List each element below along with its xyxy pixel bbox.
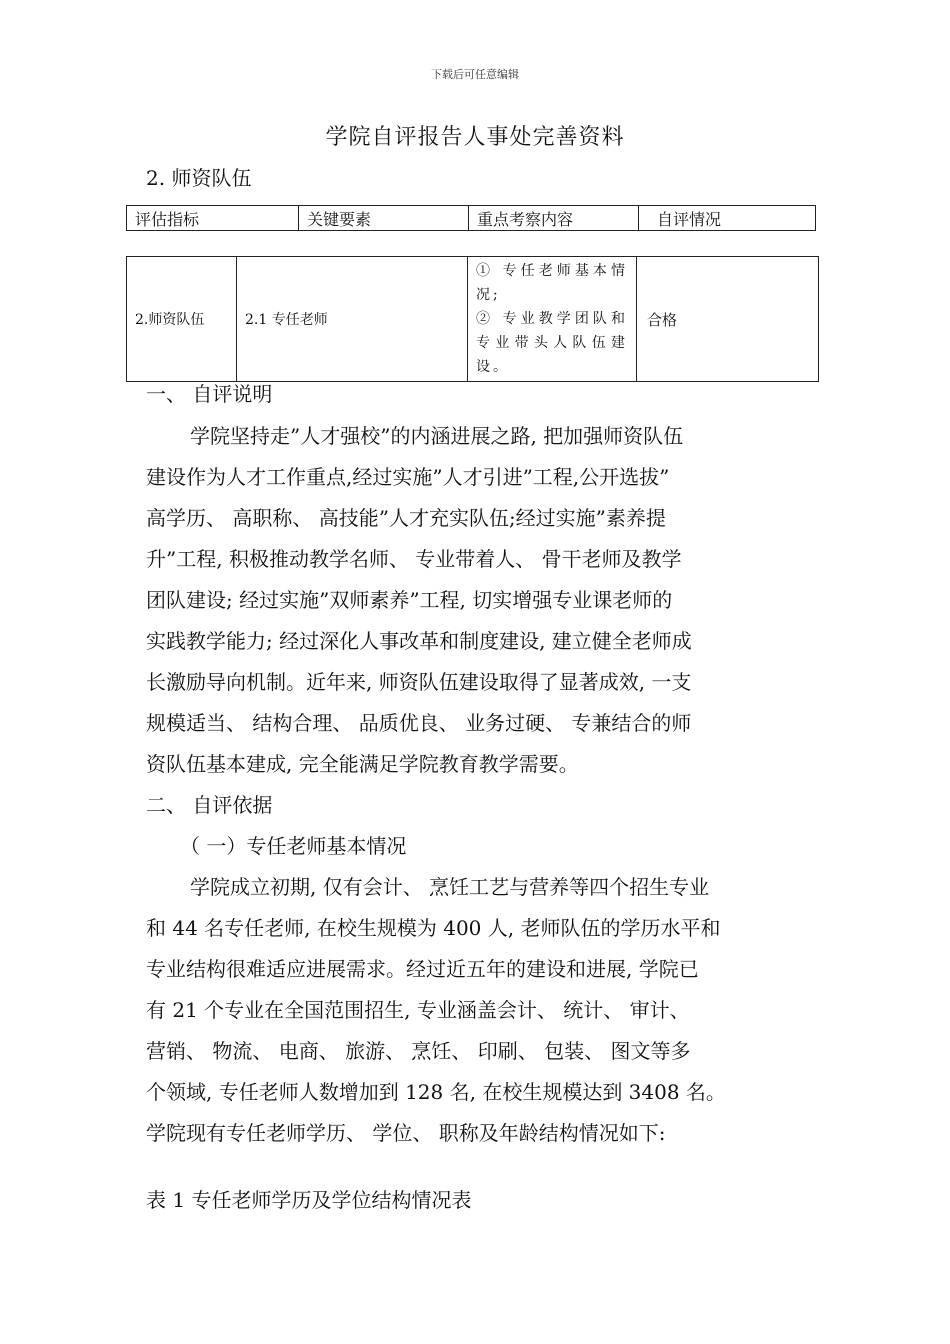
part1-line-8: 规模适当、 结构合理、 品质优良、 业务过硬、 专兼结合的师 (146, 711, 692, 735)
part1-line-5: 团队建设; 经过实施”双师素养”工程, 切实增强专业课老师的 (146, 588, 673, 612)
header-cell-indicator: 评估指标 (127, 206, 299, 231)
part1-line-3: 高学历、 高职称、 高技能”人才充实队伍;经过实施”素养提 (146, 506, 666, 530)
part2-sub-heading: （ 一）专任老师基本情况 (180, 834, 407, 858)
part1-line-2: 建设作为人才工作重点,经过实施”人才引进”工程,公开选拔” (146, 465, 670, 489)
content-item-2: ② 专业教学团队和专业带头人队伍建设。 (476, 311, 628, 375)
part1-line-7: 长激励导向机制。近年来, 师资队伍建设取得了显著成效, 一支 (146, 670, 692, 694)
header-cell-result: 自评情况 (639, 206, 816, 231)
header-cell-content: 重点考察内容 (469, 206, 639, 231)
part1-heading: 一、 自评说明 (146, 382, 273, 406)
section-heading: 2. 师资队伍 (146, 166, 252, 190)
cell-indicator: 2.师资队伍 (127, 257, 237, 382)
cell-result: 合格 (637, 257, 819, 382)
part2-line-3: 专业结构很难适应进展需求。经过近五年的建设和进展, 学院已 (146, 957, 699, 981)
cell-element: 2.1 专任老师 (237, 257, 468, 382)
header-note: 下载后可任意编辑 (431, 68, 519, 81)
part2-line-7: 学院现有专任老师学历、 学位、 职称及年龄结构情况如下: (146, 1121, 666, 1145)
header-table (126, 205, 816, 231)
table1-caption: 表 1 专任老师学历及学位结构情况表 (146, 1188, 472, 1212)
part1-line-9: 资队伍基本建成, 完全能满足学院教育教学需要。 (146, 752, 579, 776)
part1-line-6: 实践教学能力; 经过深化人事改革和制度建设, 建立健全老师成 (146, 629, 692, 653)
part2-line-4: 有 21 个专业在全国范围招生, 专业涵盖会计、 统计、 审计、 (146, 998, 690, 1022)
part2-line-1: 学院成立初期, 仅有会计、 烹饪工艺与营养等四个招生专业 (190, 875, 710, 899)
part2-line-2: 和 44 名专任老师, 在校生规模为 400 人, 老师队伍的学历水平和 (146, 916, 721, 940)
content-item-1: ① 专任老师基本情况; (476, 263, 628, 303)
part1-line-4: 升”工程, 积极推动教学名师、 专业带着人、 骨干老师及教学 (146, 547, 682, 571)
part1-line-1: 学院坚持走”人才强校”的内涵进展之路, 把加强师资队伍 (190, 424, 684, 448)
document-title: 学院自评报告人事处完善资料 (325, 125, 625, 150)
data-table (126, 256, 819, 382)
part2-line-5: 营销、 物流、 电商、 旅游、 烹饪、 印刷、 包装、 图文等多 (146, 1039, 691, 1063)
cell-content (468, 257, 637, 382)
part2-line-6: 个领域, 专任老师人数增加到 128 名, 在校生规模达到 3408 名。 (146, 1080, 726, 1104)
part2-heading: 二、 自评依据 (146, 793, 273, 817)
header-cell-element: 关键要素 (299, 206, 469, 231)
